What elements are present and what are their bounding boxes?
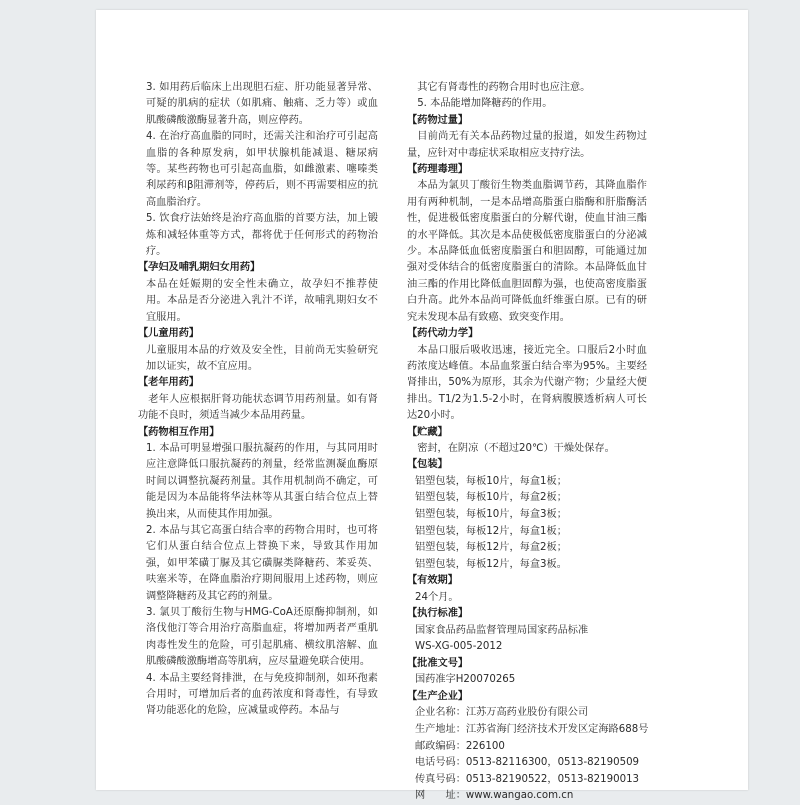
standard-line-2: WS-XG-005-2012 <box>415 641 503 653</box>
heading-pharmacokinetics: 【药代动力学】 <box>407 328 479 340</box>
heading-validity: 【有效期】 <box>407 575 458 587</box>
storage-text: 密封，在阴凉（不超过20℃）干燥处保存。 <box>417 442 615 454</box>
pregnancy-text: 本品在妊娠期的安全性未确立，故孕妇不推荐使用。本品是否分泌进入乳汁不详，故哺乳期妇女不宜服用。 <box>146 278 378 323</box>
heading-approval: 【批准文号】 <box>407 657 469 669</box>
manufacturer-website: 网 址：www.wangao.com.cn <box>415 790 574 802</box>
interaction-4-continued: 其它有肾毒性的药物合用时也应注意。 <box>417 82 591 93</box>
validity-text: 24个月。 <box>415 591 459 603</box>
heading-packaging: 【包装】 <box>407 459 448 471</box>
heading-standard: 【执行标准】 <box>407 608 469 620</box>
packaging-item: 铝塑包装，每板12片，每盒2板； <box>415 542 567 554</box>
manufacturer-fax: 传真号码：0513-82190522，0513-82190013 <box>415 773 640 785</box>
packaging-item: 铝塑包装，每板12片，每盒3板。 <box>415 558 567 570</box>
heading-overdose: 【药物过量】 <box>407 114 469 126</box>
packaging-item: 铝塑包装，每板12片，每盒1板； <box>415 525 567 537</box>
heading-children: 【儿童用药】 <box>138 328 200 340</box>
heading-storage: 【贮藏】 <box>407 426 448 438</box>
heading-interactions: 【药物相互作用】 <box>138 426 220 438</box>
heading-pregnancy: 【孕妇及哺乳期妇女用药】 <box>138 262 261 274</box>
heading-manufacturer: 【生产企业】 <box>407 690 469 702</box>
approval-number: 国药准字H20070265 <box>415 674 516 686</box>
heading-pharmacology: 【药理毒理】 <box>407 164 469 176</box>
right-column <box>407 80 647 805</box>
pharmacokinetics-text: 本品口服后吸收迅速，接近完全。口服后2小时血药浓度达峰值。本品血浆蛋白结合率为95%。主要经肾排出，50%为原形，其余为代谢产物；少量经大便排出。T1/2为1.5-2小时，在肾病腹膜透析病人可长达20小时。 <box>407 344 647 422</box>
interaction-4: 4. 本品主要经肾排泄，在与免疫抑制剂，如环孢素合用时，可增加后者的血药浓度和肾毒性，有导致肾功能恶化的危险，应减量或停药。本品与 <box>146 672 378 717</box>
manufacturer-name: 企业名称：江苏万高药业股份有限公司 <box>415 707 589 719</box>
manufacturer-address: 生产地址：江苏省海门经济技术开发区定海路688号 <box>415 723 649 735</box>
heading-elderly: 【老年用药】 <box>138 377 200 389</box>
pharmacology-text: 本品为氯贝丁酸衍生物类血脂调节药，其降血脂作用有两种机制，一是本品增高脂蛋白脂酶和肝脂酶活性，促进极低密度脂蛋白的分解代谢，使血甘油三酯的水平降低。其次是本品使极低密度脂蛋白的分泌减少。本品降低血低密度脂蛋白和胆固醇，可能通过加强对受体结合的低密度脂蛋白的清除。本品降低血甘油三酯的作用比降低血胆固醇为强，也使高密度脂蛋白升高。此外本品尚可降低血纤维蛋白原。已有的研究未发现本品有致癌、致突变作用。 <box>407 180 647 323</box>
elderly-text: 老年人应根据肝肾功能状态调节用药剂量。如有肾功能不良时，须适当减少本品用药量。 <box>138 393 378 422</box>
leaflet-sheet <box>96 10 748 802</box>
interaction-1: 1. 本品可明显增强口服抗凝药的作用，与其同用时应注意降低口服抗凝药的剂量，经常监测凝血酶原时间以调整抗凝药剂量。其作用机制尚不确定，可能是因为本品能将华法林等从其蛋白结合位点上替换出来，从而使其作用加强。 <box>146 442 378 520</box>
precaution-4: 4. 在治疗高血脂的同时，还需关注和治疗可引起高血脂的各种原发病，如甲状腺机能减退、糖尿病等。某些药物也可引起高血脂，如雌激素、噻嗪类利尿药和β阻滞剂等，停药后，则不再需要相应的抗高血脂治疗。 <box>146 131 378 208</box>
manufacturer-zip: 邮政编码：226100 <box>415 740 505 752</box>
packaging-item: 铝塑包装，每板10片，每盒2板； <box>415 492 567 504</box>
left-column <box>138 80 378 720</box>
packaging-item: 铝塑包装，每板10片，每盒1板； <box>415 475 567 487</box>
manufacturer-phone: 电话号码：0513-82116300，0513-82190509 <box>415 757 640 769</box>
packaging-item: 铝塑包装，每板10片，每盒3板； <box>415 508 567 520</box>
interaction-2: 2. 本品与其它高蛋白结合率的药物合用时，也可将它们从蛋白结合位点上替换下来，导致其作用加强，如甲苯磺丁脲及其它磺脲类降糖药、苯妥英、呋塞米等，在降血脂治疗期间服用上述药物，则应调整降糖药及其它药的剂量。 <box>146 524 378 602</box>
standard-line-1: 国家食品药品监督管理局国家药品标准 <box>415 624 589 636</box>
precaution-3: 3. 如用药后临床上出现胆石症、肝功能显著异常、可疑的肌病的症状（如肌痛、触痛、乏力等）或血肌酸磷酸激酶显著升高，则应停药。 <box>146 82 378 126</box>
precaution-5: 5. 饮食疗法始终是治疗高血脂的首要方法，加上锻炼和减轻体重等方式，都将优于任何形式的药物治疗。 <box>146 213 378 258</box>
interaction-5: 5. 本品能增加降糖药的作用。 <box>417 98 553 110</box>
interaction-3: 3. 氯贝丁酸衍生物与HMG-CoA还原酶抑制剂，如洛伐他汀等合用治疗高脂血症，将增加两者严重肌肉毒性发生的危险，可引起肌痛、横纹肌溶解、血肌酸磷酸激酶增高等肌病，应尽量避免联合使用。 <box>146 607 378 668</box>
children-text: 儿童服用本品的疗效及安全性，目前尚无实验研究加以证实，故不宜应用。 <box>146 344 378 372</box>
overdose-text: 目前尚无有关本品药物过量的报道，如发生药物过量，应针对中毒症状采取相应支持疗法。 <box>407 131 647 159</box>
